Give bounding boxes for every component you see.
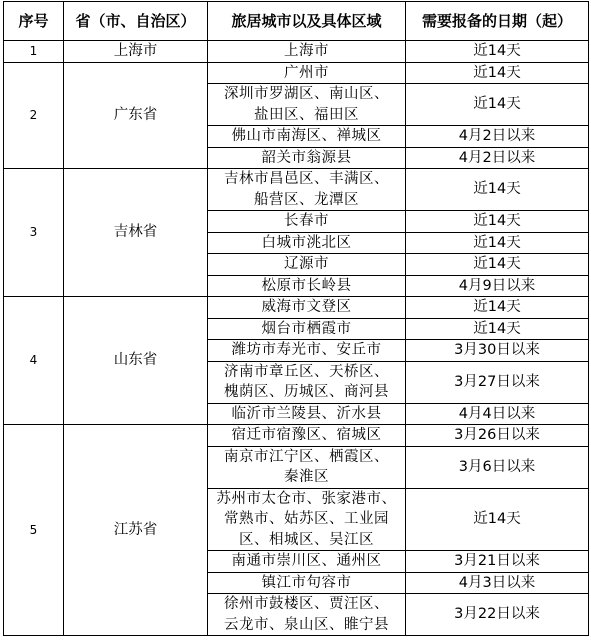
date-cell: 近14天: [406, 84, 589, 126]
table-row: [4, 297, 589, 319]
area-cell: 镇江市句容市: [208, 572, 406, 594]
area-cell: 潍坊市寿光市、安丘市: [208, 340, 406, 362]
area-cell: 深圳市罗湖区、南山区、 盐田区、福田区: [208, 84, 406, 126]
report-table: [3, 1, 589, 636]
area-cell: 上海市: [208, 41, 406, 63]
area-cell: 吉林市昌邑区、丰满区、 船营区、龙潭区: [208, 169, 406, 211]
area-cell: 威海市文登区: [208, 297, 406, 319]
province-cell: 吉林省: [64, 169, 208, 297]
date-cell: 3月21日以来: [406, 551, 589, 573]
area-cell: 济南市章丘区、天桥区、 槐荫区、历城区、商河县: [208, 361, 406, 403]
area-cell: 佛山市南海区、禅城区: [208, 126, 406, 148]
table-row: [4, 425, 589, 447]
area-cell: 徐州市鼓楼区、贾汪区、 云龙市、泉山区、睢宁县: [208, 594, 406, 636]
province-cell: 广东省: [64, 62, 208, 169]
date-cell: 近14天: [406, 211, 589, 233]
area-cell: 韶关市翁源县: [208, 147, 406, 169]
table-row: [4, 169, 589, 211]
table-row: [4, 41, 589, 63]
area-cell: 南京市江宁区、栖霞区、 秦淮区: [208, 446, 406, 488]
area-cell: 广州市: [208, 62, 406, 84]
date-cell: 近14天: [406, 254, 589, 276]
header-index: 序号: [4, 2, 64, 41]
date-cell: 4月2日以来: [406, 126, 589, 148]
province-cell: 上海市: [64, 41, 208, 63]
header-date: 需要报备的日期（起）: [406, 2, 589, 41]
area-cell: 临沂市兰陵县、沂水县: [208, 403, 406, 425]
header-row: [4, 2, 589, 41]
area-cell: 松原市长岭县: [208, 275, 406, 297]
province-cell: 江苏省: [64, 425, 208, 636]
area-cell: 白城市洮北区: [208, 232, 406, 254]
header-area: 旅居城市以及具体区域: [208, 2, 406, 41]
area-cell: 辽源市: [208, 254, 406, 276]
date-cell: 3月30日以来: [406, 340, 589, 362]
area-cell: 长春市: [208, 211, 406, 233]
date-cell: 近14天: [406, 169, 589, 211]
date-cell: 近14天: [406, 232, 589, 254]
row-index: 5: [4, 425, 64, 636]
row-index: 1: [4, 41, 64, 63]
date-cell: 3月27日以来: [406, 361, 589, 403]
date-cell: 近14天: [406, 41, 589, 63]
area-cell: 烟台市栖霞市: [208, 318, 406, 340]
date-cell: 4月9日以来: [406, 275, 589, 297]
table-row: [4, 62, 589, 84]
date-cell: 3月26日以来: [406, 425, 589, 447]
date-cell: 4月3日以来: [406, 572, 589, 594]
date-cell: 近14天: [406, 318, 589, 340]
date-cell: 近14天: [406, 62, 589, 84]
date-cell: 4月4日以来: [406, 403, 589, 425]
area-cell: 宿迁市宿豫区、宿城区: [208, 425, 406, 447]
date-cell: 4月2日以来: [406, 147, 589, 169]
header-province: 省（市、自治区）: [64, 2, 208, 41]
row-index: 3: [4, 169, 64, 297]
area-cell: 苏州市太仓市、张家港市、 常熟市、姑苏区、工业园 区、相城区、吴江区: [208, 488, 406, 551]
date-cell: 3月6日以来: [406, 446, 589, 488]
date-cell: 3月22日以来: [406, 594, 589, 636]
row-index: 4: [4, 297, 64, 425]
date-cell: 近14天: [406, 488, 589, 551]
province-cell: 山东省: [64, 297, 208, 425]
area-cell: 南通市崇川区、通州区: [208, 551, 406, 573]
date-cell: 近14天: [406, 297, 589, 319]
row-index: 2: [4, 62, 64, 169]
table-body: [4, 41, 589, 636]
